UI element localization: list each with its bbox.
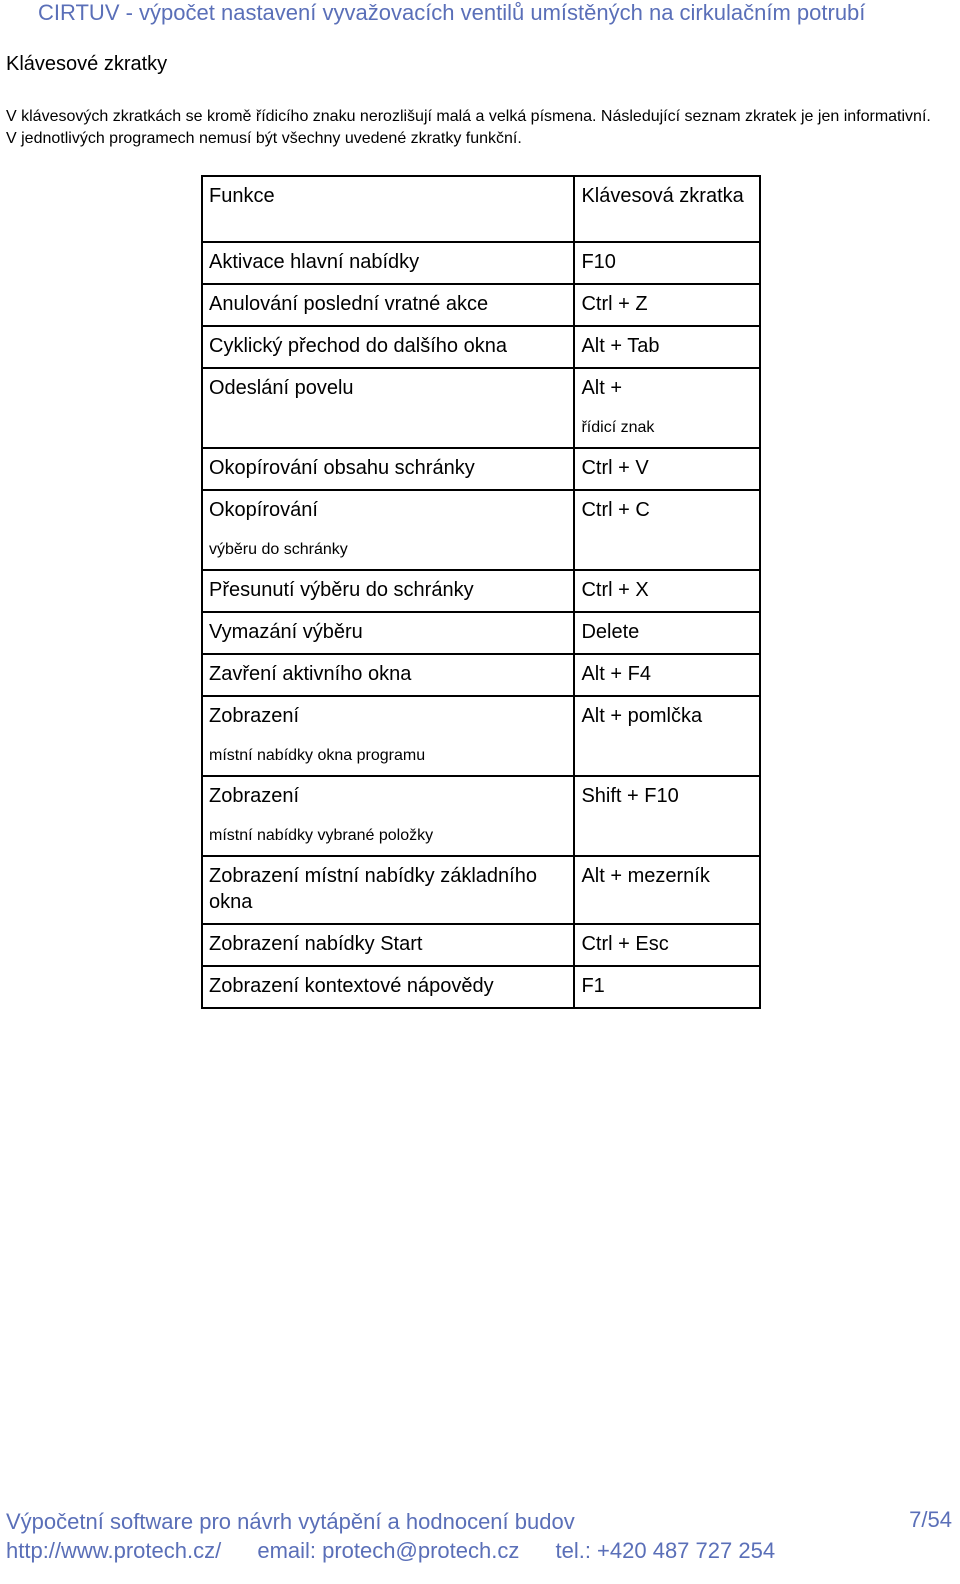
table-row: [202, 924, 760, 966]
function-cell: [202, 448, 574, 490]
function-label: Okopírování: [209, 499, 318, 521]
shortcut-sublabel: řídicí znak: [581, 419, 655, 436]
function-label: Vymazání výběru: [209, 621, 363, 643]
table-row: [202, 242, 760, 284]
footer-tagline: Výpočetní software pro návrh vytápění a hodnocení budov: [6, 1509, 575, 1534]
shortcut-cell: [574, 966, 760, 1008]
column-header-shortcut: Klávesová zkratka: [574, 176, 760, 242]
function-label: Anulování poslední vratné akce: [209, 293, 489, 315]
table-row: [202, 696, 760, 776]
page-number: 7/54: [909, 1507, 952, 1532]
table-row: [202, 448, 760, 490]
function-label: Okopírování obsahu schránky: [209, 457, 475, 479]
function-label: Zobrazení: [209, 785, 300, 807]
shortcut-cell: [574, 448, 760, 490]
shortcut-cell: [574, 326, 760, 368]
function-cell: [202, 612, 574, 654]
function-cell: [202, 242, 574, 284]
shortcut-label: Delete: [581, 621, 640, 643]
shortcut-label: Ctrl + X: [581, 579, 649, 601]
function-label: Zobrazení místní nabídky základního okna: [209, 865, 537, 913]
table-row: [202, 490, 760, 570]
shortcut-cell: [574, 242, 760, 284]
function-label: Odeslání povelu: [209, 377, 354, 399]
footer-phone: tel.: +420 487 727 254: [555, 1538, 776, 1563]
function-sublabel: výběru do schránky: [209, 541, 348, 558]
table-row: [202, 326, 760, 368]
shortcut-label: Ctrl + V: [581, 457, 649, 479]
shortcut-cell: [574, 368, 760, 448]
shortcut-label: Alt + pomlčka: [581, 705, 703, 727]
function-label: Cyklický přechod do dalšího okna: [209, 335, 507, 357]
document-title: CIRTUV - výpočet nastavení vyvažovacích ventilů umístěných na cirkulačním potrubí: [38, 0, 866, 25]
shortcut-cell: [574, 570, 760, 612]
shortcut-cell: [574, 612, 760, 654]
shortcut-label: Alt +: [581, 377, 623, 399]
shortcut-label: Alt + mezerník: [581, 865, 710, 887]
shortcut-cell: [574, 776, 760, 856]
function-label: Přesunutí výběru do schránky: [209, 579, 474, 601]
shortcut-cell: [574, 654, 760, 696]
function-cell: [202, 326, 574, 368]
shortcut-label: Ctrl + Esc: [581, 933, 669, 955]
section-heading: Klávesové zkratky: [6, 53, 168, 75]
table-row: [202, 570, 760, 612]
function-cell: [202, 490, 574, 570]
table-row: [202, 654, 760, 696]
shortcut-cell: [574, 490, 760, 570]
function-cell: [202, 570, 574, 612]
function-cell: [202, 284, 574, 326]
function-cell: [202, 696, 574, 776]
shortcut-cell: [574, 696, 760, 776]
shortcut-label: Alt + F4: [581, 663, 651, 685]
function-label: Aktivace hlavní nabídky: [209, 251, 420, 273]
table-row: [202, 612, 760, 654]
table-header-row: [202, 176, 760, 242]
footer-contacts: [6, 1537, 805, 1565]
function-sublabel: místní nabídky vybrané položky: [209, 827, 434, 844]
shortcut-label: Ctrl + C: [581, 499, 650, 521]
table-row: [202, 776, 760, 856]
shortcut-cell: [574, 924, 760, 966]
function-cell: [202, 776, 574, 856]
footer-email[interactable]: email: protech@protech.cz: [257, 1538, 520, 1563]
function-sublabel: místní nabídky okna programu: [209, 747, 426, 764]
function-cell: [202, 924, 574, 966]
function-cell: [202, 856, 574, 924]
column-header-function: Funkce: [202, 176, 574, 242]
function-cell: [202, 654, 574, 696]
shortcut-cell: [574, 284, 760, 326]
function-label: Zobrazení: [209, 705, 300, 727]
function-label: Zobrazení kontextové nápovědy: [209, 975, 494, 997]
table-row: [202, 856, 760, 924]
intro-paragraph: V klávesových zkratkách se kromě řídicího znaku nerozlišují malá a velká písmena. Následující seznam zkratek je jen informativní. V jednotlivých programech nemusí být všechny uvedené zkratky funkční.: [6, 108, 931, 147]
shortcut-cell: [574, 856, 760, 924]
function-cell: [202, 966, 574, 1008]
table-row: [202, 284, 760, 326]
function-label: Zobrazení nabídky Start: [209, 933, 423, 955]
footer-url-link[interactable]: http://www.protech.cz/: [6, 1538, 222, 1563]
shortcut-label: Alt + Tab: [581, 335, 660, 357]
shortcut-label: Shift + F10: [581, 785, 679, 807]
shortcut-label: F10: [581, 251, 616, 273]
shortcut-label: F1: [581, 975, 605, 997]
table-row: [202, 966, 760, 1008]
shortcuts-table: [201, 175, 761, 1009]
function-cell: [202, 368, 574, 448]
function-label: Zavření aktivního okna: [209, 663, 412, 685]
table-row: [202, 368, 760, 448]
shortcut-label: Ctrl + Z: [581, 293, 648, 315]
